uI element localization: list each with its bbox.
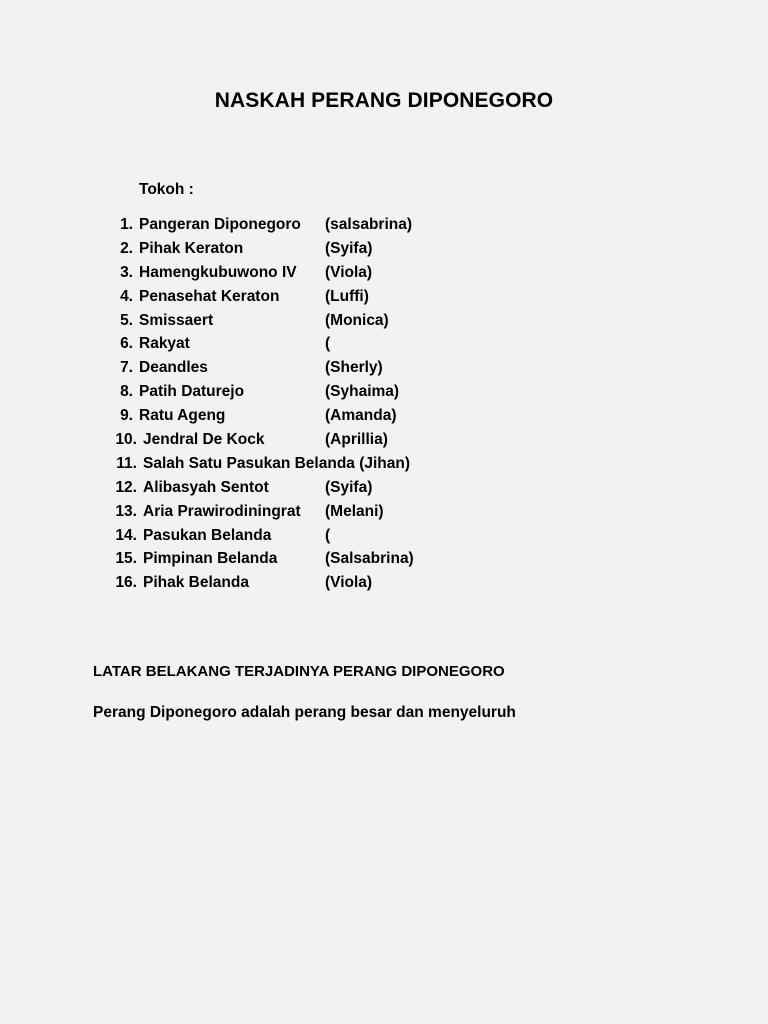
list-number: 13. [115, 502, 137, 520]
role-name: Salah Satu Pasukan Belanda (Jihan) [143, 454, 411, 472]
actor-name: (Syifa) [325, 239, 373, 257]
role-name: Alibasyah Sentot [143, 478, 269, 496]
list-number: 2. [120, 239, 133, 257]
section-paragraph: Perang Diponegoro adalah perang besar dan menyeluruh [93, 704, 516, 721]
actor-name: (Viola) [325, 574, 373, 592]
actor-name: (Monica) [325, 311, 389, 329]
role-name: Pasukan Belanda [143, 526, 272, 544]
list-number: 16. [115, 574, 137, 592]
role-name: Rakyat [139, 335, 190, 353]
role-name: Pihak Keraton [139, 239, 244, 257]
actor-name: (Amanda) [325, 407, 397, 425]
list-number: 9. [120, 407, 133, 425]
actor-name: (Salsabrina) [325, 550, 414, 568]
role-name: Ratu Ageng [139, 407, 226, 425]
role-name: Hamengkubuwono IV [139, 263, 297, 281]
actor-name: ( [325, 335, 331, 353]
list-number: 10. [115, 431, 137, 449]
list-number: 4. [120, 287, 133, 305]
role-name: Deandles [139, 359, 208, 377]
role-name: Smissaert [139, 311, 214, 329]
list-number: 1. [120, 216, 133, 233]
list-number: 14. [115, 526, 137, 544]
document-title: NASKAH PERANG DIPONEGORO [214, 89, 554, 112]
actor-name: (Viola) [325, 263, 373, 281]
actor-name: (Aprillia) [325, 431, 388, 449]
actor-name: ( [325, 526, 331, 544]
role-name: Patih Daturejo [139, 383, 245, 401]
list-number: 5. [120, 311, 133, 329]
cast-label: Tokoh : [139, 181, 194, 198]
list-number: 7. [120, 359, 133, 377]
list-number: 8. [120, 383, 133, 401]
actor-name: (Luffi) [325, 287, 369, 305]
role-name: Jendral De Kock [143, 431, 265, 449]
role-name: Pimpinan Belanda [143, 550, 278, 568]
list-number: 12. [115, 478, 137, 496]
section-heading: LATAR BELAKANG TERJADINYA PERANG DIPONEGORO [93, 663, 505, 680]
role-name: Penasehat Keraton [139, 287, 280, 305]
role-name: Aria Prawirodiningrat [143, 502, 301, 520]
role-name: Pangeran Diponegoro [139, 216, 301, 233]
list-number: 15. [115, 550, 137, 568]
actor-name: (Sherly) [325, 359, 383, 377]
actor-name: (salsabrina) [325, 216, 413, 233]
actor-name: (Melani) [325, 502, 384, 520]
list-number: 6. [120, 335, 133, 353]
actor-name: (Syifa) [325, 478, 373, 496]
list-number: 3. [120, 263, 133, 281]
list-number: 11. [116, 454, 137, 472]
role-name: Pihak Belanda [143, 574, 249, 592]
actor-name: (Syhaima) [325, 383, 400, 401]
